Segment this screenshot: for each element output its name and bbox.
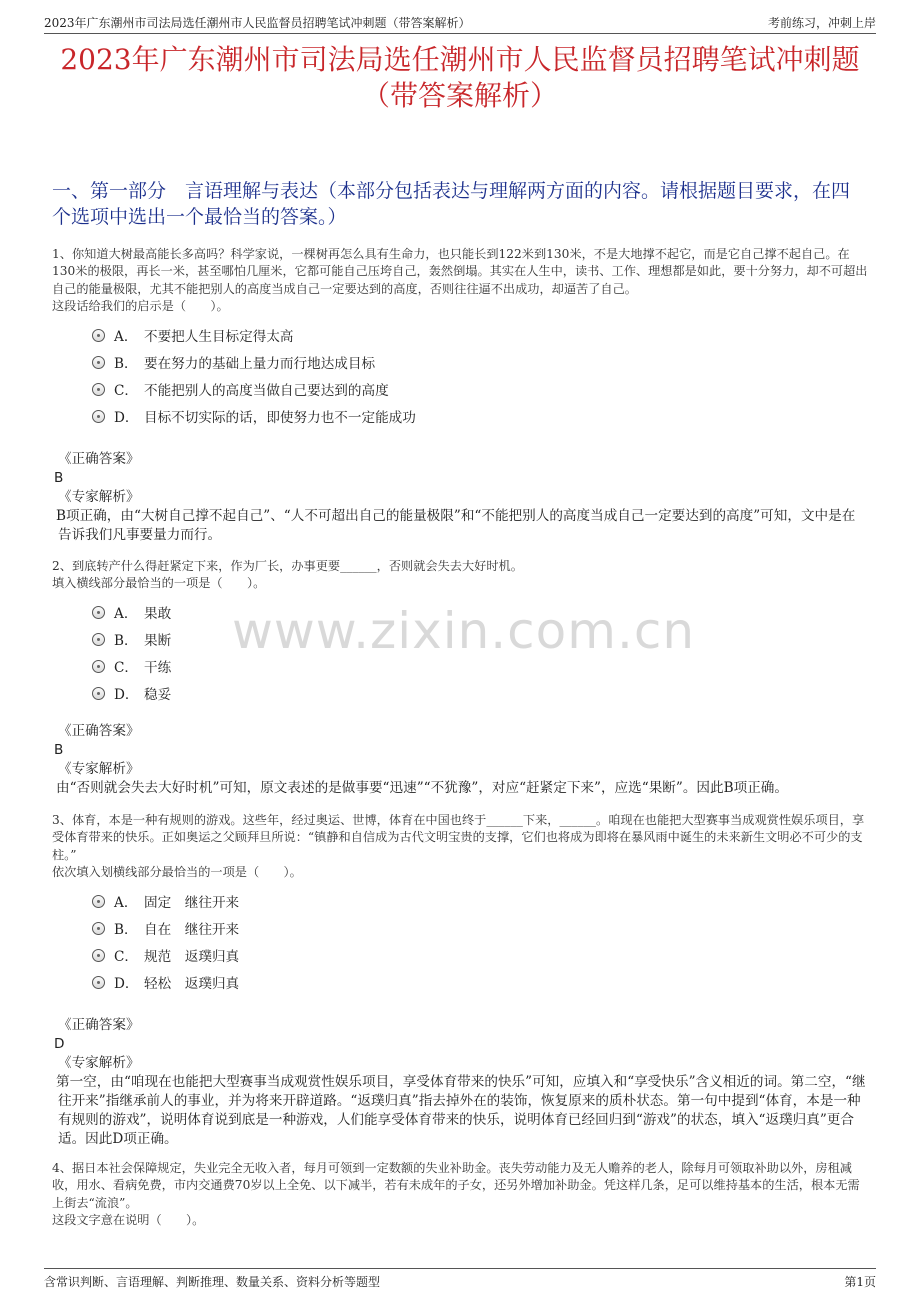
option-text: 不能把别人的高度当做自己要达到的高度 [144, 383, 389, 400]
radio-icon[interactable] [92, 976, 105, 989]
question-1 [52, 246, 868, 430]
expert-label: 《专家解析》 [58, 489, 140, 505]
radio-icon[interactable] [92, 687, 105, 700]
option-letter: C． [114, 949, 138, 966]
radio-icon[interactable] [92, 606, 105, 619]
answer-section-3 [52, 1016, 868, 1149]
option-d[interactable] [52, 403, 868, 430]
option-letter: A． [114, 895, 138, 912]
option-text: 自在 继往开来 [144, 922, 240, 939]
answer-label: 《正确答案》 [58, 723, 140, 739]
answer-section-1 [52, 450, 868, 545]
option-text: 稳妥 [144, 687, 172, 704]
question-text: 2、到底转产什么得赶紧定下来，作为厂长，办事更要______，否则就会失去大好时机。 [52, 559, 523, 573]
option-letter: D． [114, 976, 139, 993]
page-title: 2023年广东潮州市司法局选任潮州市人民监督员招聘笔试冲刺题（带答案解析） [60, 43, 860, 112]
question-text: 1、你知道大树最高能长多高吗？科学家说，一棵树再怎么具有生命力，也只能长到122米到130米，不是大地撑不起它，而是它自己撑不起自己。在130米的极限，再长一米，甚至哪怕几厘米，它都可能自己压垮自己，轰然倒塌。其实在人生中，读书、工作、理想都是如此，要十分努力，却不可超出自己的能量极限，尤其不能把别人的高度当成自己一定要达到的高度，否则往往逼不出成功，却逼苦了自己。 [52, 247, 868, 296]
answer-label: 《正确答案》 [58, 451, 140, 467]
option-text: 轻松 返璞归真 [144, 976, 240, 993]
option-b[interactable] [52, 626, 868, 653]
page-number: 第1页 [844, 1275, 876, 1289]
radio-icon[interactable] [92, 660, 105, 673]
question-text: 4、据日本社会保障规定，失业完全无收入者，每月可领到一定数额的失业补助金。丧失劳动能力及无人赡养的老人，除每月可领取补助以外，房租减收，用水、看病免费，市内交通费70岁以上全免、以下减半，若有未成年的子女，还另外增加补助金。凭这样几条，足可以维持基本的生活，根本无需上街去“流浪”。 [52, 1161, 860, 1210]
radio-icon[interactable] [92, 922, 105, 935]
option-text: 果敢 [144, 606, 172, 623]
option-letter: D． [114, 687, 139, 704]
option-a[interactable] [52, 322, 868, 349]
expert-analysis: B项正确，由“大树自己撑不起自己”、“人不可超出自己的能量极限”和“不能把别人的高度当成自己一定要达到的高度”可知，文中是在告诉我们凡事要量力而行。 [56, 508, 856, 543]
option-d[interactable] [52, 680, 868, 707]
header-doc-title: 2023年广东潮州市司法局选任潮州市人民监督员招聘笔试冲刺题（带答案解析） [44, 16, 471, 30]
option-list [52, 322, 868, 430]
section-heading: 一、第一部分 言语理解与表达（本部分包括表达与理解两方面的内容。请根据题目要求，在四个选项中选出一个最恰当的答案。） [52, 180, 851, 228]
question-prompt: 依次填入划横线部分最恰当的一项是（ ）。 [52, 865, 302, 880]
question-text: 3、体育，本是一种有规则的游戏。这些年，经过奥运、世博，体育在中国也终于______下来，______。咱现在也能把大型赛事当成观赏性娱乐项目，享受体育带来的快乐。正如奥运之父顾拜旦所说：“镇静和自信成为古代文明宝贵的支撑，它们也将成为即将在暴风雨中诞生的未来新生文明必不可少的支柱。” [52, 813, 865, 862]
option-letter: B． [114, 633, 138, 650]
question-prompt: 填入横线部分最恰当的一项是（ ）。 [52, 576, 266, 591]
question-prompt: 这段文字意在说明（ ）。 [52, 1213, 205, 1228]
option-text: 固定 继往开来 [144, 895, 240, 912]
answer-value: B [54, 470, 64, 486]
answer-section-2 [52, 722, 868, 798]
option-letter: B． [114, 356, 138, 373]
option-list [52, 599, 868, 707]
option-letter: D． [114, 410, 139, 427]
expert-analysis: 第一空，由“咱现在也能把大型赛事当成观赏性娱乐项目，享受体育带来的快乐”可知，应填入和“享受快乐”含义相近的词。第二空，“继往开来”指继承前人的事业，并为将来开辟道路。“返璞归真”指去掉外在的装饰，恢复原来的质朴状态。第一句中提到“体育，本是一种有规则的游戏”，说明体育说到底是一种游戏，人们能享受体育带来的快乐，说明体育已经回归到“游戏”的状态，填入“返璞归真”更合适。因此D项正确。 [56, 1074, 866, 1147]
option-list [52, 888, 868, 996]
expert-label: 《专家解析》 [58, 761, 140, 777]
radio-icon[interactable] [92, 895, 105, 908]
radio-icon[interactable] [92, 949, 105, 962]
question-4 [52, 1160, 868, 1230]
option-b[interactable] [52, 349, 868, 376]
footer-topics: 含常识判断、言语理解、判断推理、数量关系、资料分析等题型 [44, 1275, 381, 1289]
option-c[interactable] [52, 942, 868, 969]
answer-label: 《正确答案》 [58, 1017, 140, 1033]
question-3 [52, 812, 868, 996]
option-letter: C． [114, 383, 138, 400]
option-d[interactable] [52, 969, 868, 996]
radio-icon[interactable] [92, 356, 105, 369]
question-prompt: 这段话给我们的启示是（ ）。 [52, 299, 229, 314]
option-letter: B． [114, 922, 138, 939]
radio-icon[interactable] [92, 329, 105, 342]
option-letter: C． [114, 660, 138, 677]
radio-icon[interactable] [92, 410, 105, 423]
option-c[interactable] [52, 653, 868, 680]
page-header [44, 10, 876, 34]
option-a[interactable] [52, 599, 868, 626]
option-text: 干练 [144, 660, 172, 677]
watermark: www.zixin.com.cn [232, 602, 696, 660]
answer-value: B [54, 742, 64, 758]
option-text: 规范 返璞归真 [144, 949, 240, 966]
option-text: 果断 [144, 633, 172, 650]
header-slogan: 考前练习，冲刺上岸 [767, 16, 876, 30]
option-c[interactable] [52, 376, 868, 403]
option-a[interactable] [52, 888, 868, 915]
option-letter: A． [114, 606, 138, 623]
option-b[interactable] [52, 915, 868, 942]
question-2 [52, 558, 868, 707]
option-text: 目标不切实际的话，即使努力也不一定能成功 [144, 410, 416, 427]
radio-icon[interactable] [92, 633, 105, 646]
radio-icon[interactable] [92, 383, 105, 396]
option-text: 不要把人生目标定得太高 [144, 329, 294, 346]
expert-label: 《专家解析》 [58, 1055, 140, 1071]
option-text: 要在努力的基础上量力而行地达成目标 [144, 356, 376, 373]
option-letter: A． [114, 329, 138, 346]
expert-analysis: 由“否则就会失去大好时机”可知，原文表述的是做事要“迅速”“不犹豫”，对应“赶紧定下来”，应选“果断”。因此B项正确。 [56, 780, 788, 796]
answer-value: D [54, 1036, 65, 1052]
page-footer [44, 1268, 876, 1290]
